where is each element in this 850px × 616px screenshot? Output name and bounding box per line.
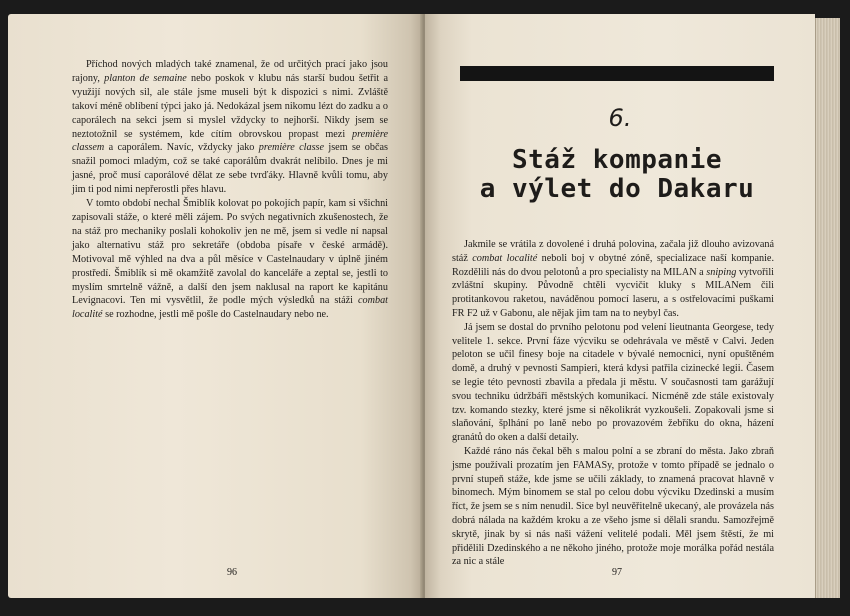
right-page-text (452, 238, 774, 569)
italic-term: combat localité (72, 295, 388, 321)
chapter-number: 6. (608, 104, 632, 132)
text-run: neboli boj v obytné zóně, specializace naší kompanie. Rozdělili nás do dvou pelotonů a pro specialisty na MILAN a (452, 252, 774, 278)
left-page-number: 96 (227, 567, 237, 578)
text-run: nebo poskok v klubu nás starší budou šetřit a využijí nových sil, ale stále jsme museli být k dispozici s nimi. Zvláště takoví méně oblíbení týpci jako já. Nedokázal jsem nikomu lézt do zadku a o caporálech na sekci jsem si myslel vždycky to nejhorší. Nikdy jsem se neztotožnil se systémem, kde cítím obrovskou propast mezi (72, 72, 388, 140)
text-run: Já jsem se dostal do prvního pelotonu pod velení lieutnanta Georgese, tedy velitele 1. sekce. První fáze výcviku se odehrávala ve městě v Calvi. Jeden peloton se učil finesy boje na citadele v bývalé nemocnici, nyní opuštěném domě, a druhý v pevnosti Sampieri, která kdysi patřila cizinecké legii. Časem se legie této pevnosti zbavila a předala ji městu. V současnosti tam garážují svou techniku údržbáři městských komunikací. Nicméně zde stále existovaly tzv. komando stezky, které jsme si několikrát vyzkoušeli. Zopakovali jsme si slaňování, šplhání po laně nebo po provazovém žebříku do okna, házení granátů do oken a další detaily. (452, 321, 774, 444)
italic-term: planton de semaine (104, 72, 187, 84)
text-run: Každé ráno nás čekal běh s malou polní a se zbraní do města. Jako zbraň jsme používali prozatím jen FAMASy, protože v tomto případě se jednalo o první stupeň stáže, kde jsme se učili základy, to znamená pracovat hlavně v binomech. Mým binomem se stal po celou dobu výcviku Dzedinski a musím říct, že jsem se s ním nenudil. Sice byl neuvěřitelně ukecaný, ale provázela nás dobrá nálada na každém kroku a ze všeho jsme si dělali srandu. Samozřejmě skrytě, jinak by si nás naši vážení velitelé podali. Měl jsem štěstí, že mi přidělili Dzedinského a ne někoho jiného, protože moje morálka pořád nestála za nic a stále (452, 445, 774, 568)
chapter-title-line-1: Stáž kompanie (512, 145, 722, 175)
italic-term: sniping (706, 266, 737, 278)
paragraph (72, 197, 388, 322)
text-run: jsem se občas snažil pomoci mladým, což se také caporálům dvakrát nelíbilo. Dnes je mi jasné, proč musí caporálové dělat ze sebe tvrďáky. Hlavně kvůli tomu, aby jim ti pod nimi nepřerostli přes hlavu. (72, 142, 388, 196)
paragraph (452, 445, 774, 569)
italic-term: première classem (72, 128, 388, 154)
text-run: V tomto období nechal Šmiblík kolovat po pokojích papír, kam si všichni zapisovali stáže, o které měli zájem. Po svých negativních zkušenostech, že na stáž pro mechaniky poslali kohokoliv jen ne mě, jsem si vedle ní napsal jako alternativu stáž pro sekretáře (obdoba písaře v české armádě). Motivoval mě výhled na dva a půl měsíce v Castelnaudary v úplně jiném prostředí. Šmiblík si mě okamžitě zavolal do kanceláře a zeptal se, jestli to myslím smrtelně vážně, a další den jsem naklusal na raport ke kapitánu Levignacovi. Ten mi vysvětlil, že podle mých výsledků na stáži (72, 198, 388, 307)
text-run: a caporálem. Navíc, vždycky jako (104, 142, 259, 154)
paragraph (452, 238, 774, 321)
left-page-text (72, 58, 388, 322)
chapter-title-line-2: a výlet do Dakaru (479, 174, 755, 204)
text-run: vytvořili zvláštní skupiny. Původně chtěli vycvičit kluky s MILANem čili protitankovou raketou, naváděnou pomocí laseru, a s ostřelovacími puškami FR F2 už v Gabonu, ale nějak jim tam na to neybyl čas. (452, 266, 774, 319)
text-run: Příchod nových mladých také znamenal, že od určitých prací jako jsou rajony, (72, 59, 388, 84)
paragraph (452, 321, 774, 445)
chapter-title (452, 146, 782, 204)
paragraph (72, 58, 388, 197)
text-run: se rozhodne, jestli mě pošle do Castelnaudary nebo ne. (102, 309, 329, 321)
right-page-number: 97 (612, 567, 622, 578)
page-edges (815, 18, 840, 598)
italic-term: combat localité (472, 252, 538, 264)
text-run: Jakmile se vrátila z dovolené i druhá polovina, začala již dlouho avizovaná stáž (452, 239, 774, 264)
italic-term: première classe (258, 142, 325, 154)
chapter-header-bar (460, 66, 774, 81)
